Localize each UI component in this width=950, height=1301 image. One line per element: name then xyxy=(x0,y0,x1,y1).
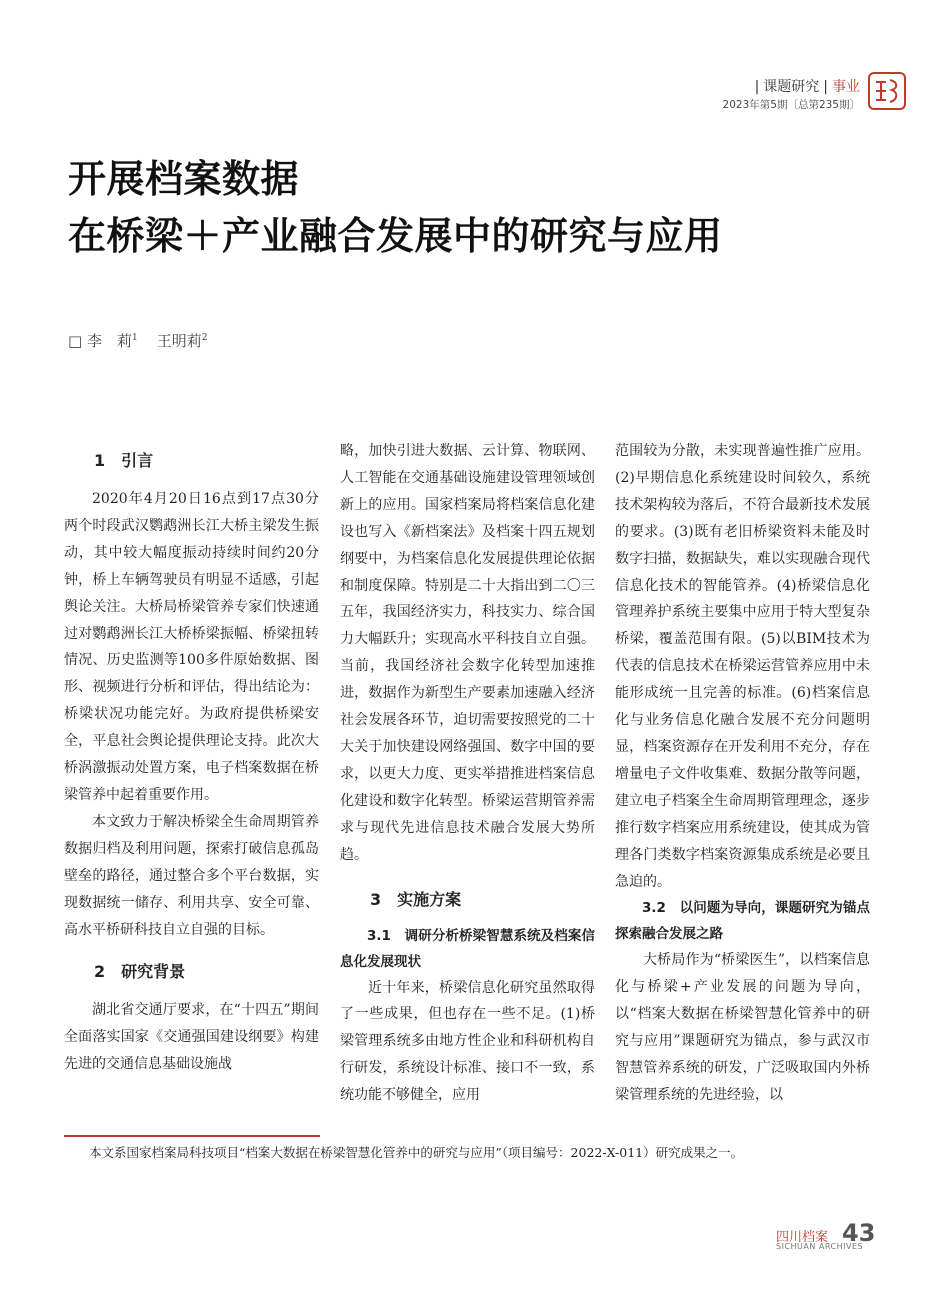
header-section: 课题研究 xyxy=(763,79,820,95)
author-1: 李 莉 xyxy=(86,332,132,350)
header-issue: 2023年第5期〔总第235期〕 xyxy=(722,99,860,111)
section-heading-plan: 3 实施方案 xyxy=(370,889,462,909)
header-divider: | xyxy=(754,79,760,95)
header-category: 事业 xyxy=(832,79,860,95)
author-2: 王明莉 xyxy=(156,332,202,350)
article-title-line1: 开展档案数据 xyxy=(68,157,300,201)
author-1-affiliation: 1 xyxy=(131,333,138,343)
header-section-label xyxy=(751,76,860,96)
paragraph: 范围较为分散，未实现普遍性推广应用。(2)早期信息化系统建设时间较久，系统技术架构较为落后，不符合最新技术发展的要求。(3)既有老旧桥梁资料未能及时数字扫描，数据缺失，难以实现融合现代信息化技术的智能管养。(4)桥梁信息化管理养护系统主要集中应用于特大型复杂桥梁，覆盖范围有限。(5)以BIM技术为代表的信息技术在桥梁运营管养应用中未能形成统一且完善的标准。(6)档案信息化与业务信息化融合发展不充分问题明显，档案资源存在开发利用不充分，存在增量电子文件收集难、数据分散等问题，建立电子档案全生命周期管理理念，逐步推行数字档案应用系统建设，使其成为管理各门类数字档案资源集成系统是必要且急迫的。 xyxy=(615,443,870,890)
text-column-3 xyxy=(615,438,870,1109)
paragraph: 近十年来，桥梁信息化研究虽然取得了一些成果，但也存在一些不足。(1)桥梁管理系统多由地方性企业和科研机构自行研发，系统设计标准、接口不一致，系统功能不够健全，应用 xyxy=(340,979,595,1104)
subsection-heading-3-1: 3.1 调研分析桥梁智慧系统及档案信息化发展现状 xyxy=(340,927,595,970)
journal-name: 四川档案 xyxy=(776,1230,829,1245)
section-heading-intro: 1 引言 xyxy=(94,451,154,470)
subsection-heading-3-2: 3.2 以问题为导向，课题研究为锚点探索融合发展之路 xyxy=(615,900,870,943)
footnote-divider xyxy=(64,1135,320,1137)
text-column-1 xyxy=(64,438,319,1078)
seal-logo-icon xyxy=(868,72,906,110)
paragraph: 本文致力于解决桥梁全生命周期管养数据归档及利用问题，探索打破信息孤岛壁垒的路径，通过整合多个平台数据，实现数据统一储存、利用共享、安全可靠、高水平桥研科技自立自强的目标。 xyxy=(64,813,319,938)
section-heading-background: 2 研究背景 xyxy=(94,962,186,982)
paragraph: 略，加快引进大数据、云计算、物联网、人工智能在交通基础设施建设管理领域创新上的应用。国家档案局将档案信息化建设也写入《新档案法》及档案十四五规划纲要中，为档案信息化发展提供理论依据和制度保障。特别是二十大指出到二〇三五年，我国经济实力，科技实力、综合国力大幅跃升；实现高水平科技自立自强。当前，我国经济社会数字化转型加速推进，数据作为新型生产要素加速融入经济社会发展各环节，迫切需要按照党的二十大关于加快建设网络强国、数字中国的要求，以更大力度、更实举措推进档案信息化建设和数字化转型。桥梁运营期管养需求与现代先进信息技术融合发展大势所趋。 xyxy=(340,443,595,863)
article-title-line2: 在桥梁＋产业融合发展中的研究与应用 xyxy=(68,214,723,258)
journal-name-english: SICHUAN ARCHIVES xyxy=(776,1242,864,1251)
paragraph: 大桥局作为“桥梁医生”，以档案信息化与桥梁+产业发展的问题为导向，以“档案大数据在桥梁智慧化管养中的研究与应用”课题研究为锚点，参与武汉市智慧管养系统的研发，广泛吸取国内外桥梁管理系统的先进经验，以 xyxy=(615,952,870,1103)
author-mark: □ xyxy=(68,332,83,350)
text-column-2 xyxy=(340,438,595,1109)
page-number: 43 xyxy=(842,1219,876,1247)
author-line xyxy=(68,330,208,351)
paragraph: 2020年4月20日16点到17点30分两个时段武汉鹦鹉洲长江大桥主梁发生振动，其中较大幅度振动持续时间约20分钟，桥上车辆驾驶员有明显不适感，引起舆论关注。大桥局桥梁管养专家们快速通过对鹦鹉洲长江大桥桥梁振幅、桥梁扭转情况、历史监测等100多件原始数据、图形、视频进行分析和评估，得出结论为：桥梁状况功能完好。为政府提供桥梁安全，平息社会舆论提供理论支持。此次大桥涡激振动处置方案，电子档案数据在桥梁管养中起着重要作用。 xyxy=(64,491,319,803)
header-divider: | xyxy=(823,79,828,95)
paragraph: 湖北省交通厅要求，在“十四五”期间全面落实国家《交通强国建设纲要》构建先进的交通信息基础设施战 xyxy=(64,1002,319,1073)
author-2-affiliation: 2 xyxy=(201,333,208,343)
footnote: 本文系国家档案局科技项目“档案大数据在桥梁智慧化管养中的研究与应用”（项目编号：2022-X-011）研究成果之一。 xyxy=(89,1145,744,1160)
